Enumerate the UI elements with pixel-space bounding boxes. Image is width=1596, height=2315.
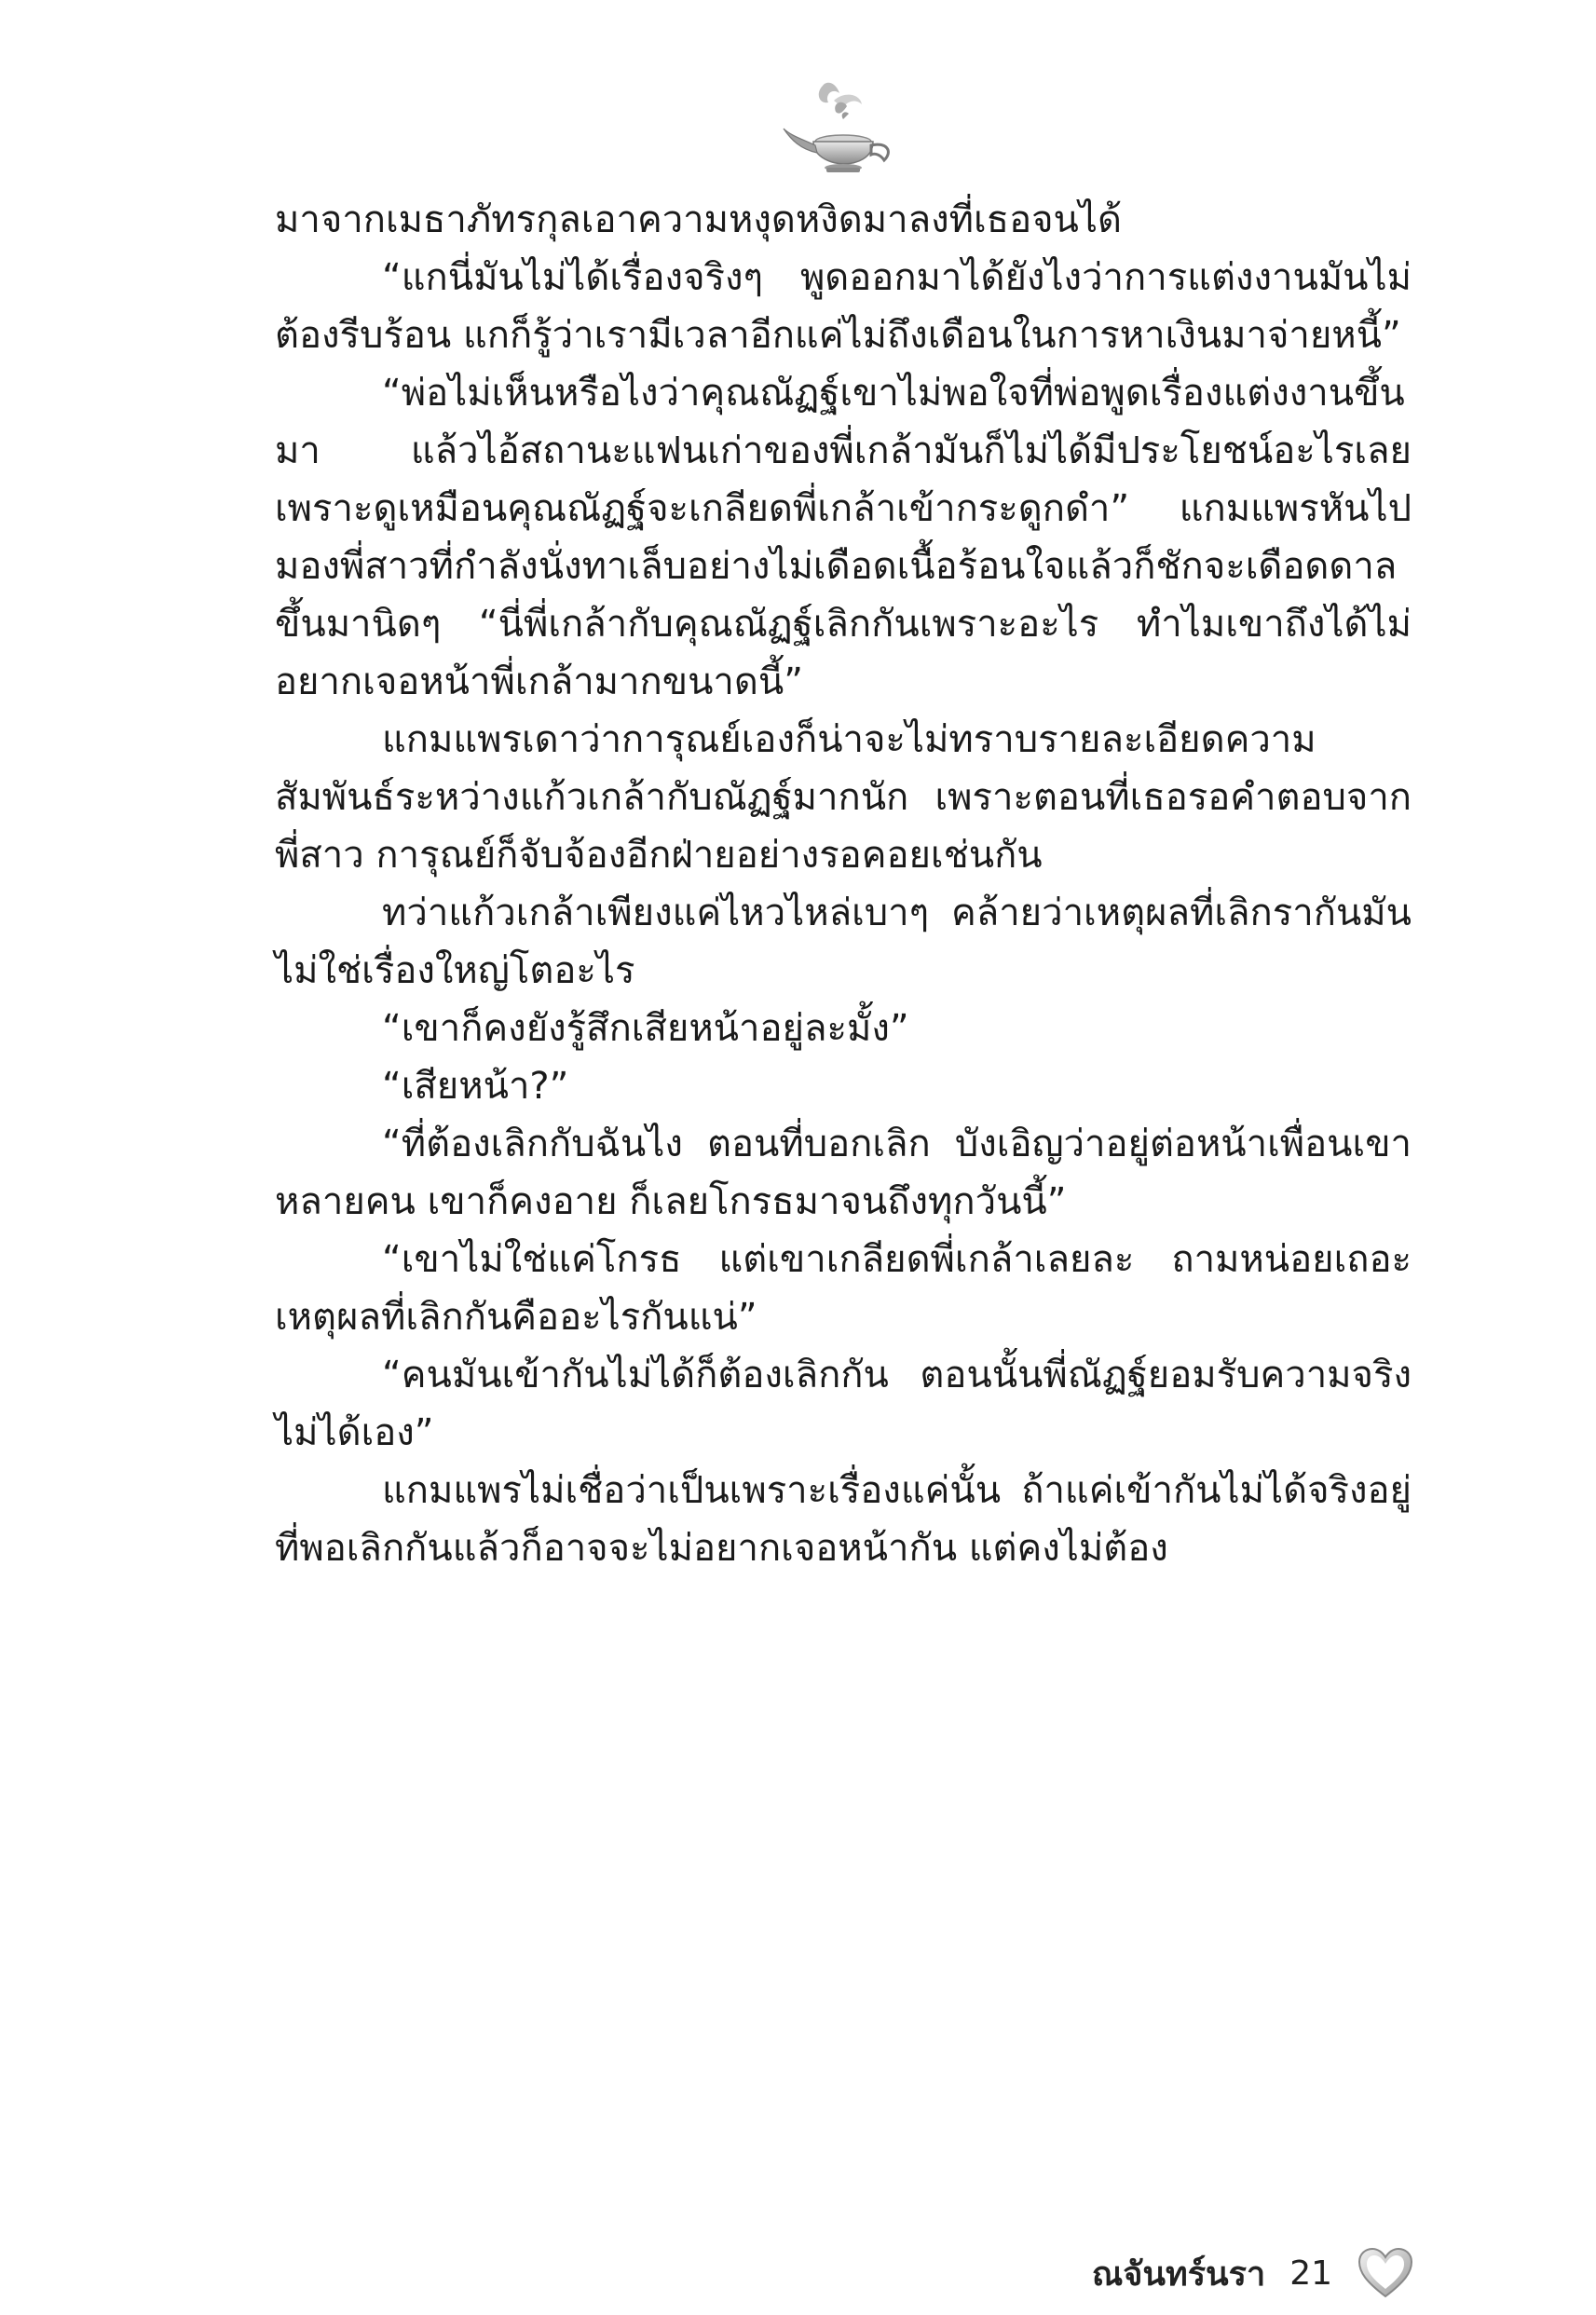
heart-icon <box>1357 2246 1414 2300</box>
paragraph: แกมแพรไม่เชื่อว่าเป็นเพราะเรื่องแค่นั้น ถ้าแค่เข้ากันไม่ได้จริงอยู่ที่พอเลิกกันแล้วก็อาจจะไม่อยากเจอหน้ากัน แต่คงไม่ต้อง <box>275 1469 1412 1570</box>
paragraph: “เขาไม่ใช่แค่โกรธ แต่เขาเกลียดพี่เกล้าเลยละ ถามหน่อยเถอะเหตุผลที่เลิกกันคืออะไรกันแน่” <box>275 1238 1412 1339</box>
magic-lamp-icon <box>778 75 899 182</box>
paragraph: “เขาก็คงยังรู้สึกเสียหน้าอยู่ละมั้ง” <box>382 1007 909 1050</box>
paragraph: “คนมันเข้ากันไม่ได้ก็ต้องเลิกกัน ตอนนั้นพี่ณัฏฐ์ยอมรับความจริงไม่ได้เอง” <box>275 1354 1412 1454</box>
paragraph: “พ่อไม่เห็นหรือไงว่าคุณณัฏฐ์เขาไม่พอใจที่พ่อพูดเรื่องแต่งงานขึ้นมา แล้วไอ้สถานะแฟนเก่าของพี่เกล้ามันก็ไม่ได้มีประโยชน์อะไรเลย เพราะดูเหมือนคุณณัฏฐ์จะเกลียดพี่เกล้าเข้ากระดูกดำ” แกมแพรหันไปมองพี่สาวที่กำลังนั่งทาเล็บอย่างไม่เดือดเนื้อร้อนใจแล้วก็ชักจะเดือดดาลขึ้นมานิดๆ “นี่พี่เกล้ากับคุณณัฏฐ์เลิกกันเพราะอะไร ทำไมเขาถึงได้ไม่อยากเจอหน้าพี่เกล้ามากขนาดนี้” <box>275 372 1412 703</box>
paragraph: “ที่ต้องเลิกกับฉันไง ตอนที่บอกเลิก บังเอิญว่าอยู่ต่อหน้าเพื่อนเขาหลายคน เขาก็คงอาย ก็เลยโกรธมาจนถึงทุกวันนี้” <box>275 1123 1412 1223</box>
paragraph: แกมแพรเดาว่าการุณย์เองก็น่าจะไม่ทราบรายละเอียดความสัมพันธ์ระหว่างแก้วเกล้ากับณัฏฐ์มากนัก เพราะตอนที่เธอรอคำตอบจากพี่สาว การุณย์ก็จับจ้องอีกฝ่ายอย่างรอคอยเช่นกัน <box>275 718 1412 877</box>
paragraph: ทว่าแก้วเกล้าเพียงแค่ไหวไหล่เบาๆ คล้ายว่าเหตุผลที่เลิกรากันมันไม่ใช่เรื่องใหญ่โตอะไร <box>275 892 1412 992</box>
page-number: 21 <box>1289 2254 1332 2293</box>
body-text <box>275 191 1412 1577</box>
page-footer <box>1092 2231 1414 2315</box>
author-name: ณจันทร์นรา <box>1091 2254 1266 2294</box>
paragraph: “แกนี่มันไม่ได้เรื่องจริงๆ พูดออกมาได้ยังไงว่าการแต่งงานมันไม่ต้องรีบร้อน แกก็รู้ว่าเรามีเวลาอีกแค่ไม่ถึงเดือนในการหาเงินมาจ่ายหนี้” <box>275 256 1412 357</box>
paragraph: มาจากเมธาภัทรกุลเอาความหงุดหงิดมาลงที่เธอจนได้ <box>275 198 1122 241</box>
paragraph: “เสียหน้า?” <box>382 1065 569 1108</box>
